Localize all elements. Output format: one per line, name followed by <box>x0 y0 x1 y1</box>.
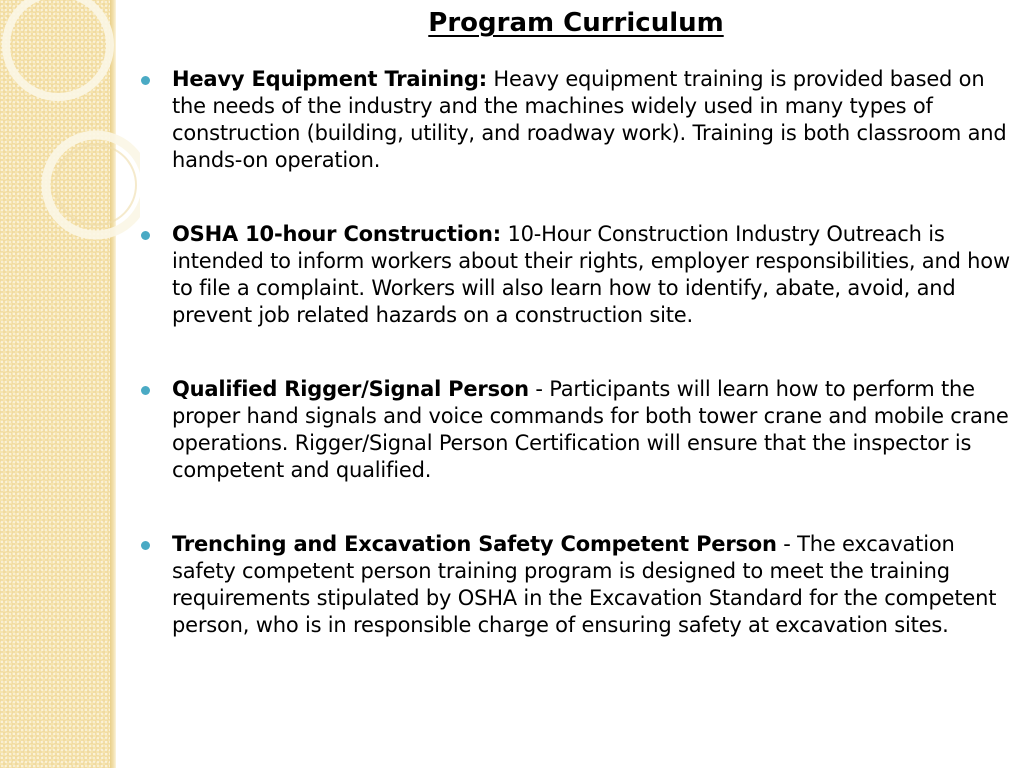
bullet-icon <box>141 386 150 395</box>
list-item <box>134 221 1014 329</box>
bullet-icon <box>141 541 150 550</box>
list-item <box>134 66 1014 174</box>
item-heading: Heavy Equipment Training: <box>172 67 487 91</box>
item-separator: - <box>776 532 798 556</box>
bullet-icon <box>141 76 150 85</box>
decorative-ring-small <box>46 135 140 235</box>
list-item <box>134 531 1014 639</box>
item-separator: - <box>528 377 550 401</box>
item-heading: Trenching and Excavation Safety Competent Person <box>172 532 777 556</box>
title-area <box>0 0 1024 50</box>
decorative-ring-inner <box>56 145 136 225</box>
curriculum-list <box>134 66 1014 686</box>
item-body: Heavy equipment training is provided based on the needs of the industry and the machines widely used in many types of construction (building, utility, and roadway work). Training is both classroom and hands-on operation. <box>172 67 1007 172</box>
bullet-icon <box>141 231 150 240</box>
slide-title: Program Curriculum <box>428 8 724 38</box>
item-body: The excavation safety competent person training program is designed to meet the training requirements stipulated by OSHA in the Excavation Standard for the competent person, who is in responsible charge of ensuring safety at excavation sites. <box>172 532 997 637</box>
item-body: 10-Hour Construction Industry Outreach is intended to inform workers about their rights, employer responsibilities, and how to file a complaint. Workers will also learn how to identify, abate, avoid, and prevent job related hazards on a construction site. <box>172 222 1010 327</box>
item-heading: OSHA 10-hour Construction: <box>172 222 501 246</box>
item-body: Participants will learn how to perform the proper hand signals and voice commands for both tower crane and mobile crane operations. Rigger/Signal Person Certification will ensure that the inspector is competent and qualified. <box>172 377 1009 482</box>
list-item <box>134 376 1014 484</box>
item-heading: Qualified Rigger/Signal Person <box>172 377 529 401</box>
